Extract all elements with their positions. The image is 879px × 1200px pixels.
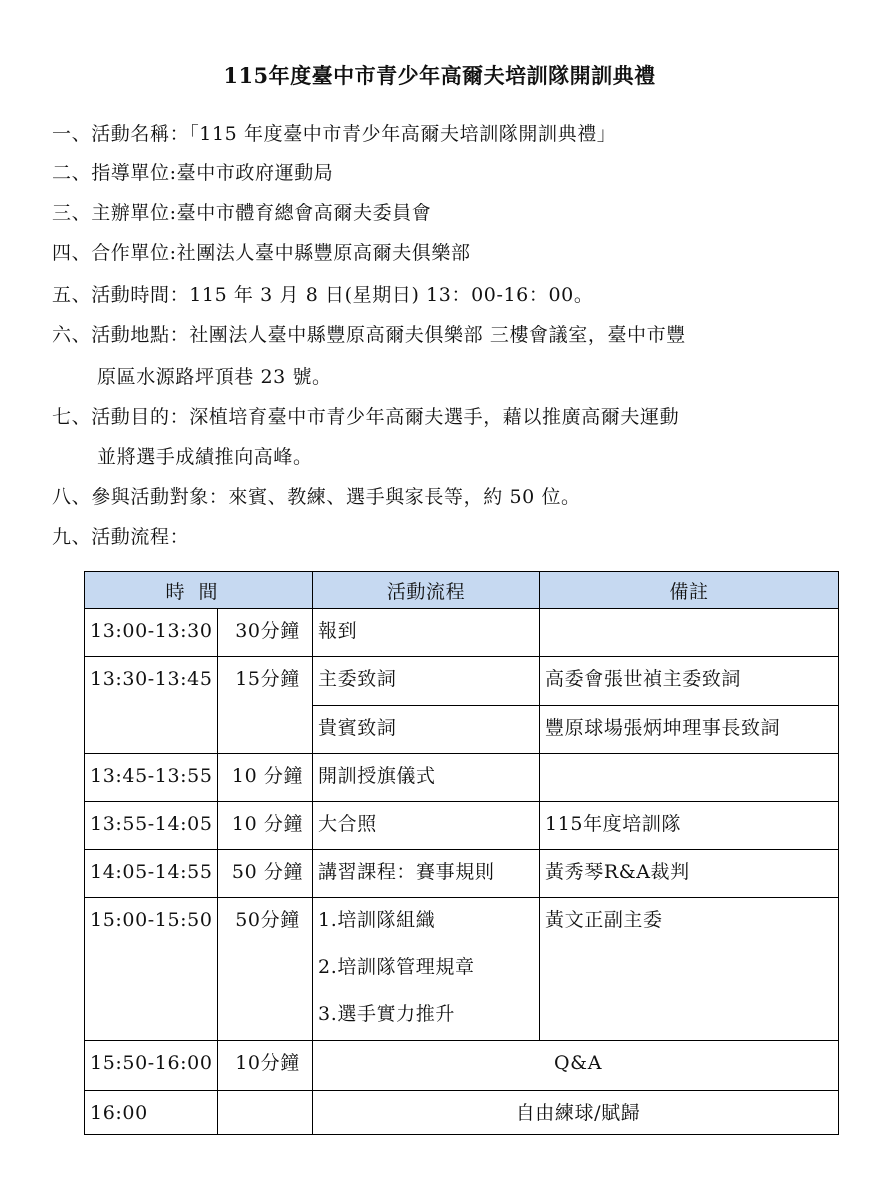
item-text: 主辦單位:臺中市體育總會高爾夫委員會 bbox=[91, 202, 432, 224]
item-supervisor bbox=[52, 159, 333, 187]
duration-cell bbox=[218, 1091, 313, 1135]
item-participants bbox=[52, 483, 581, 511]
note-cell: 黃文正副主委 bbox=[540, 898, 839, 1041]
duration-cell: 15分鐘 bbox=[218, 657, 313, 754]
item-number: 一、 bbox=[52, 123, 92, 145]
activity-line: 3.選手實力推升 bbox=[318, 1003, 455, 1025]
table-row bbox=[85, 609, 839, 657]
item-organizer bbox=[52, 199, 431, 227]
table-row bbox=[85, 657, 839, 706]
item-location bbox=[52, 321, 686, 349]
item-text: 活動目的：深植培育臺中市青少年高爾夫選手，藉以推廣高爾夫運動 bbox=[91, 406, 680, 428]
time-cell: 13:55-14:05 bbox=[85, 802, 218, 850]
item-time bbox=[52, 281, 593, 309]
item-text: 合作單位:社團法人臺中縣豐原高爾夫俱樂部 bbox=[91, 242, 471, 264]
activity-cell: 報到 bbox=[313, 609, 540, 657]
schedule-table bbox=[84, 571, 839, 1135]
activity-cell: 主委致詞 bbox=[313, 657, 540, 706]
activity-cell: 大合照 bbox=[313, 802, 540, 850]
table-row bbox=[85, 754, 839, 802]
item-number: 七、 bbox=[52, 406, 92, 428]
note-cell bbox=[540, 754, 839, 802]
item-text: 指導單位:臺中市政府運動局 bbox=[91, 162, 334, 184]
time-cell: 13:30-13:45 bbox=[85, 657, 218, 754]
activity-cell bbox=[313, 898, 540, 1041]
note-cell: 黃秀琴R&A裁判 bbox=[540, 850, 839, 898]
activity-cell: 貴賓致詞 bbox=[313, 706, 540, 754]
item-text: 活動時間：115 年 3 月 8 日(星期日) 13：00-16：00。 bbox=[91, 284, 594, 306]
item-number: 五、 bbox=[52, 284, 92, 306]
activity-cell: 開訓授旗儀式 bbox=[313, 754, 540, 802]
duration-cell: 50 分鐘 bbox=[218, 850, 313, 898]
duration-cell: 10分鐘 bbox=[218, 1041, 313, 1091]
duration-cell: 50分鐘 bbox=[218, 898, 313, 1041]
activity-cell: Q&A bbox=[313, 1041, 839, 1091]
time-cell: 13:00-13:30 bbox=[85, 609, 218, 657]
item-partner bbox=[52, 239, 471, 267]
note-cell: 高委會張世禎主委致詞 bbox=[540, 657, 839, 706]
activity-line: 1.培訓隊組織 bbox=[318, 909, 436, 931]
item-text: 參與活動對象：來賓、教練、選手與家長等，約 50 位。 bbox=[91, 486, 581, 508]
item-text: 活動地點：社團法人臺中縣豐原高爾夫俱樂部 三樓會議室，臺中市豐 bbox=[91, 324, 686, 346]
time-cell: 15:00-15:50 bbox=[85, 898, 218, 1041]
time-cell: 13:45-13:55 bbox=[85, 754, 218, 802]
item-purpose-continued: 並將選手成績推向高峰。 bbox=[97, 446, 313, 468]
document-title: 115年度臺中市青少年高爾夫培訓隊開訓典禮 bbox=[223, 63, 656, 88]
note-cell: 115年度培訓隊 bbox=[540, 802, 839, 850]
table-row bbox=[85, 898, 839, 1041]
item-number: 九、 bbox=[52, 526, 92, 548]
item-schedule-heading bbox=[52, 523, 189, 551]
duration-cell: 10 分鐘 bbox=[218, 802, 313, 850]
activity-cell: 講習課程：賽事規則 bbox=[313, 850, 540, 898]
table-header-row bbox=[85, 572, 839, 609]
time-cell: 14:05-14:55 bbox=[85, 850, 218, 898]
item-number: 二、 bbox=[52, 162, 92, 184]
duration-cell: 30分鐘 bbox=[218, 609, 313, 657]
table-row bbox=[85, 802, 839, 850]
table-row bbox=[85, 850, 839, 898]
time-cell: 15:50-16:00 bbox=[85, 1041, 218, 1091]
header-activity: 活動流程 bbox=[313, 572, 540, 609]
duration-cell: 10 分鐘 bbox=[218, 754, 313, 802]
time-cell: 16:00 bbox=[85, 1091, 218, 1135]
item-purpose bbox=[52, 403, 679, 431]
activity-line: 2.培訓隊管理規章 bbox=[318, 956, 475, 978]
note-cell: 豐原球場張炳坤理事長致詞 bbox=[540, 706, 839, 754]
table-row bbox=[85, 1091, 839, 1135]
note-cell bbox=[540, 609, 839, 657]
item-text: 活動名稱：「115 年度臺中市青少年高爾夫培訓隊開訓典禮」 bbox=[91, 123, 617, 145]
table-row bbox=[85, 1041, 839, 1091]
item-number: 六、 bbox=[52, 324, 92, 346]
header-note: 備註 bbox=[540, 572, 839, 609]
activity-cell: 自由練球/賦歸 bbox=[313, 1091, 839, 1135]
item-text: 活動流程： bbox=[91, 526, 190, 548]
item-location-continued: 原區水源路坪頂巷 23 號。 bbox=[97, 366, 332, 388]
item-number: 三、 bbox=[52, 202, 92, 224]
item-activity-name bbox=[52, 120, 616, 148]
item-number: 四、 bbox=[52, 242, 92, 264]
header-time: 時間 bbox=[85, 572, 313, 609]
item-number: 八、 bbox=[52, 486, 92, 508]
